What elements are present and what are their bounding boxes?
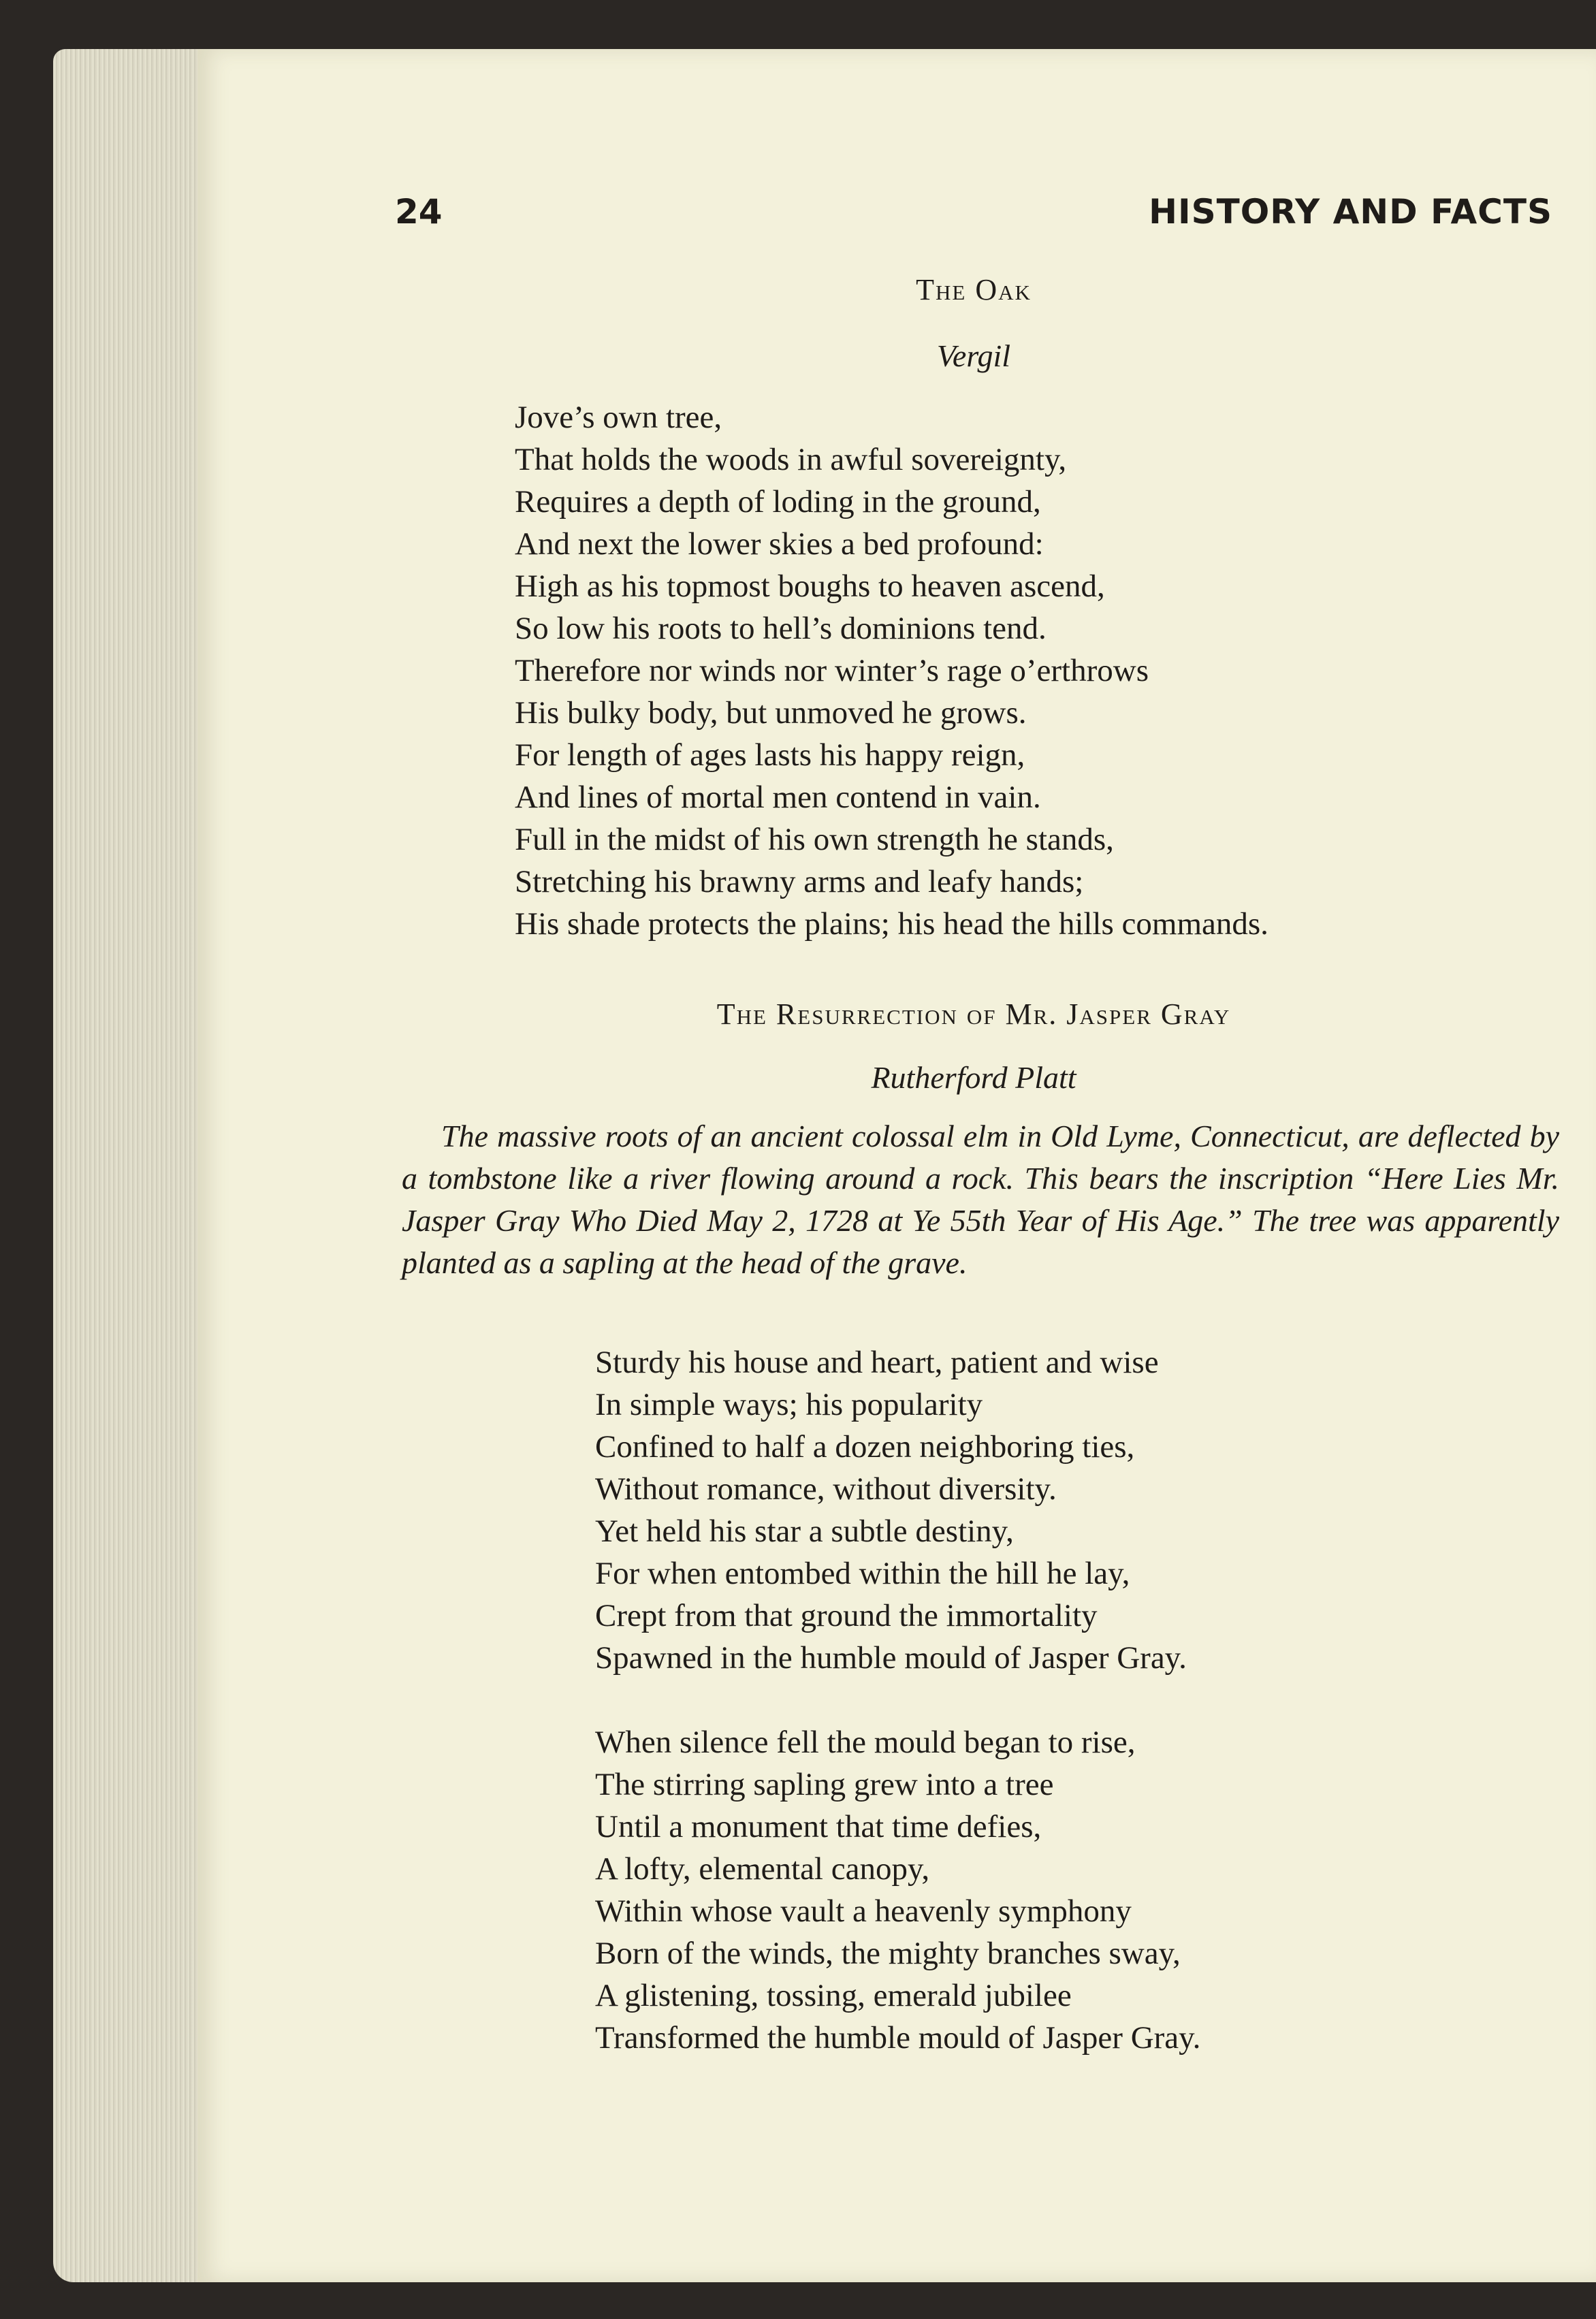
poem-line: For length of ages lasts his happy reign,	[515, 737, 1025, 773]
poem-line: Within whose vault a heavenly symphony	[595, 1893, 1132, 1929]
oak-poem-author: Vergil	[936, 338, 1011, 373]
poem-line: Therefore nor winds nor winter’s rage o’erthrows	[515, 653, 1149, 688]
page-number: 24	[395, 192, 443, 231]
poem-line: Crept from that ground the immortality	[595, 1598, 1098, 1633]
gray-introduction	[402, 1115, 1559, 1284]
poem-line: When silence fell the mould began to rise,	[595, 1725, 1136, 1760]
poem-line: In simple ways; his popularity	[595, 1387, 983, 1422]
poem-line: Confined to half a dozen neighboring ties,	[595, 1429, 1135, 1465]
poem-line: His shade protects the plains; his head the hills commands.	[515, 906, 1268, 942]
poem-line: And lines of mortal men contend in vain.	[515, 780, 1041, 815]
poem-line: For when entombed within the hill he lay,	[595, 1556, 1130, 1591]
poem-line: Born of the winds, the mighty branches sway,	[595, 1936, 1181, 1971]
gray-poem-title: The Resurrection of Mr. Jasper Gray	[716, 997, 1231, 1031]
gray-stanza-1	[595, 1341, 1187, 1679]
section-title: HISTORY AND FACTS	[1149, 192, 1552, 231]
poem-line: So low his roots to hell’s dominions tend.	[515, 611, 1047, 646]
poem-line: High as his topmost boughs to heaven ascend,	[515, 569, 1105, 604]
poem-line: Yet held his star a subtle destiny,	[595, 1514, 1014, 1549]
oak-poem-lines	[515, 396, 1268, 945]
poem-line: Requires a depth of loding in the ground,	[515, 484, 1041, 519]
poem-line: Sturdy his house and heart, patient and wise	[595, 1345, 1159, 1380]
gray-introduction-text: The massive roots of an ancient colossal elm in Old Lyme, Connecticut, are deflected by a tombstone like a river flowing around a rock. This bears the inscription “Here Lies Mr. Jasper Gray Who Died May 2, 1728 at Ye 55th Year of His Age.” The tree was apparently planted as a sapling at the head of the grave.	[402, 1119, 1559, 1280]
oak-poem-title: The Oak	[916, 273, 1032, 306]
poem-line: Spawned in the humble mould of Jasper Gray.	[595, 1640, 1187, 1676]
poem-line: The stirring sapling grew into a tree	[595, 1767, 1054, 1802]
poem-line: Without romance, without diversity.	[595, 1471, 1057, 1507]
poem-line: Jove’s own tree,	[515, 400, 722, 435]
poem-line: Stretching his brawny arms and leafy hands;	[515, 864, 1084, 899]
page-edges	[53, 49, 217, 2282]
gray-poem-author: Rutherford Platt	[871, 1060, 1076, 1095]
poem-line: Transformed the humble mould of Jasper Gray.	[595, 2020, 1201, 2056]
poem-line: His bulky body, but unmoved he grows.	[515, 695, 1027, 731]
poem-line: And next the lower skies a bed profound:	[515, 526, 1044, 562]
poem-line: A glistening, tossing, emerald jubilee	[595, 1978, 1072, 2013]
gray-stanza-2	[595, 1721, 1200, 2059]
poem-line: Until a monument that time defies,	[595, 1809, 1042, 1844]
poem-line: Full in the midst of his own strength he stands,	[515, 822, 1114, 857]
poem-line: A lofty, elemental canopy,	[595, 1851, 930, 1887]
poem-line: That holds the woods in awful sovereignty,	[515, 442, 1067, 477]
